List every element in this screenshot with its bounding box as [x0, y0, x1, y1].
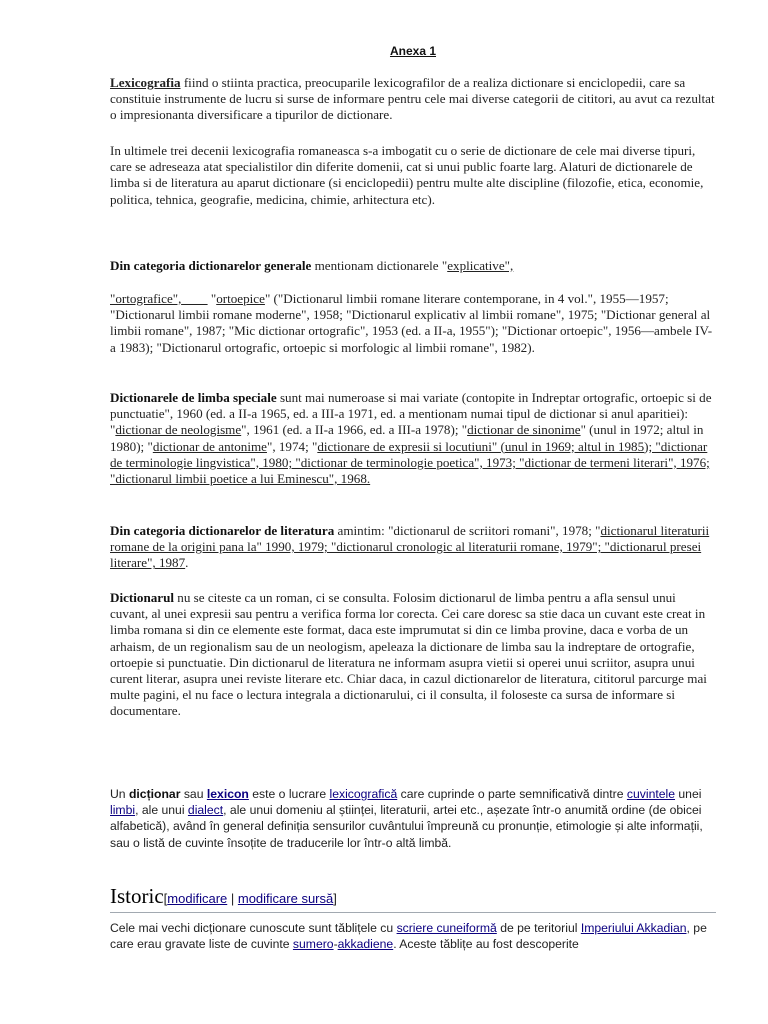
paragraph-text: mentionam dictionarele "	[311, 258, 448, 273]
text-1: amintim: "dictionarul de scriitori romani", 1978; "	[334, 523, 601, 538]
paragraph-literatura	[110, 523, 716, 572]
text-5: , ale unui	[135, 803, 188, 818]
separator: |	[227, 891, 238, 906]
text-3: -	[333, 937, 338, 952]
link-imperiului-akkadian[interactable]: Imperiului Akkadian	[580, 921, 687, 935]
text-3: care cuprinde o parte semnificativă dintre	[397, 787, 627, 801]
text-2: ", 1961 (ed. a II-a 1966, ed. a III-a 1978); "	[241, 422, 468, 438]
link-ortoepice[interactable]: ortoepice	[216, 291, 265, 306]
link-modificare-sursa[interactable]: modificare sursă	[237, 891, 334, 906]
text-2: .	[185, 555, 189, 571]
page-title: Anexa 1	[389, 44, 437, 58]
text-1: sau	[180, 787, 207, 801]
bold-speciale: Dictionarele de limba speciale	[110, 390, 277, 405]
link-cuvintele[interactable]: cuvintele	[626, 787, 676, 801]
link-expresii-locutiuni[interactable]: dictionare de expresii si locutiuni" (unul in 1969; altul in 1985); "dictionar de terminologie lingvistica", 1980; "dictionar de terminologie poetica", 1973; "dictionar de termeni literari", 1976; "dictionarul limbii poetice a lui Eminescu", 1968.	[110, 438, 710, 487]
paragraph-wiki-intro	[110, 786, 716, 851]
section-heading-istoric	[110, 884, 716, 913]
paragraph-limba-speciale	[110, 390, 716, 487]
text-2: este o lucrare	[248, 787, 330, 801]
link-scriere-cuneiforma[interactable]: scriere cuneiformă	[396, 921, 497, 935]
paragraph-lexicografia	[110, 75, 716, 124]
bracket-open: [	[163, 891, 168, 906]
paragraph-istoric	[110, 920, 716, 952]
paragraph-text: nu se citeste ca un roman, ci se consulta. Folosim dictionarul de limba pentru a afla sensul unui cuvant, al unei expresii sau pentru a verifica forma lor corecta. Cei care doresc sa stie daca un cuvant este creat in limba romana si din ce elemente este format, daca este imprumutat si din ce limba provine, daca e vorba de un arhaism, de un regionalism sau de un neologism, apeleaza la dictionare de limba sau la indreptare de ortografie, ortoepie si punctuatie. Din dictionarul de literatura ne informam asupra vietii si operei unui scriitor, asupra unui curent literar, asupra unei reviste literare etc. Chiar daca, in cazul dictionarelor de literatura, cititorul parcurge mai multe pagini, el nu face o lectura integrala a dictionarului, ci il consulta, il foloseste ca sursa de informare si documentare.	[110, 590, 707, 719]
quote-text: "	[207, 291, 217, 306]
paragraph-text: " ("Dictionarul limbii romane literare contemporane, in 4 vol.", 1955—1957; "Dictionarul limbii romane moderne", 1958; "Dictionarul explicativ al limbii romane", 1975; "Dictionar general al limbii romane", 1987; "Mic dictionar ortografic", 1953 (ed. a II-a, 1955"); "Dictionar ortoepic", 1956—ambele IV-a 1983); "Dictionarul ortografic, ortoepic si morfologic al limbii romane", 1982).	[110, 291, 713, 355]
link-literaturii-romane[interactable]: dictionarul literaturii romane de la origini pana la" 1990, 1979; "dictionarul cronologic al literaturii romane, 1979"; "dictionarul presei literare", 1987	[110, 523, 710, 571]
text-2: , pe care erau gravate liste de cuvinte	[110, 921, 707, 952]
text-0: Cele mai vechi dicționare cunoscute sunt tăblițele cu	[110, 921, 397, 935]
term-lexicografia: Lexicografia	[110, 75, 181, 90]
paragraph-text: fiind o stiinta practica, preocuparile lexicografilor de a realiza dictionare si enciclopedii, care sa constituie instrumente de lucru si surse de informare pentru cele mai diverse categorii de cititori, au avut ca rezultat o impresionanta diversificare a tipurilor de dictionare.	[110, 75, 715, 123]
text-4: . Aceste tăblițe au fost descoperite	[393, 937, 579, 952]
text-3: " (unul in 1972; altul in 1980); "	[110, 422, 704, 454]
link-lexicon[interactable]: lexicon	[206, 787, 249, 801]
underlined-gap	[181, 291, 207, 306]
link-lexicografica[interactable]: lexicografică	[329, 787, 398, 801]
link-sumero[interactable]: sumero	[292, 937, 334, 952]
text-4: ", 1974; "	[266, 438, 318, 454]
link-explicative[interactable]: explicative",	[447, 258, 514, 273]
text-1: sunt mai numeroase si mai variate (contopite in Indreptar ortografic, ortoepic si de punctuatie", 1960 (ed. a II-a 1965, ed. a III-a 1971, ed. a mentionam numai tipul de dictionar si anul aparitiei): "	[110, 390, 712, 438]
paragraph-ortografice	[110, 291, 716, 356]
text-6: , ale unui domeniu al științei, literaturii, artei etc., așezate într-o anumită ordine (de obicei alfabetică), având în general definiția sensurilor cuvântului împreună cu pronunție, etimologie și alte informații, sau o listă de cuvinte însoțite de traducerile lor într-o altă limbă.	[110, 803, 703, 850]
link-akkadiene[interactable]: akkadiene	[337, 937, 394, 952]
paragraph-decenii	[110, 143, 716, 208]
heading-text: Istoric	[110, 884, 164, 908]
text-4: unei	[675, 787, 702, 801]
paragraph-dictionarul	[110, 590, 716, 720]
text-1: de pe teritoriul	[496, 921, 581, 935]
link-neologisme[interactable]: dictionar de neologisme	[115, 422, 242, 438]
paragraph-dictionare-generale	[110, 258, 716, 274]
bold-dictionar: dicționar	[128, 787, 181, 801]
link-dialect[interactable]: dialect	[187, 803, 224, 818]
link-modificare[interactable]: modificare	[167, 891, 228, 906]
bold-generale: Din categoria dictionarelor generale	[110, 258, 312, 273]
bold-dictionarul: Dictionarul	[110, 590, 175, 605]
paragraph-text: In ultimele trei decenii lexicografia romaneasca s-a imbogatit cu o serie de dictionare de cele mai diverse tipuri, care se adreseaza atat specialistilor din diferite domenii, cat si unui public foarte larg. Alaturi de dictionarele de limba si de literatura au aparut dictionare (si enciclopedii) pentru multe alte discipline (filozofie, etica, economie, politica, tehnica, geografie, medicina, chimie, arhitectura etc).	[110, 143, 704, 207]
link-antonime[interactable]: dictionar de antonime	[152, 438, 267, 454]
bracket-close: ]	[333, 891, 337, 906]
edit-section-links	[164, 891, 337, 906]
text-0: Un	[110, 787, 129, 801]
link-ortografice[interactable]: "ortografice",	[110, 291, 182, 306]
link-sinonime[interactable]: dictionar de sinonime	[467, 422, 581, 438]
link-limbi[interactable]: limbi	[110, 803, 136, 818]
bold-literatura: Din categoria dictionarelor de literatura	[110, 523, 335, 538]
